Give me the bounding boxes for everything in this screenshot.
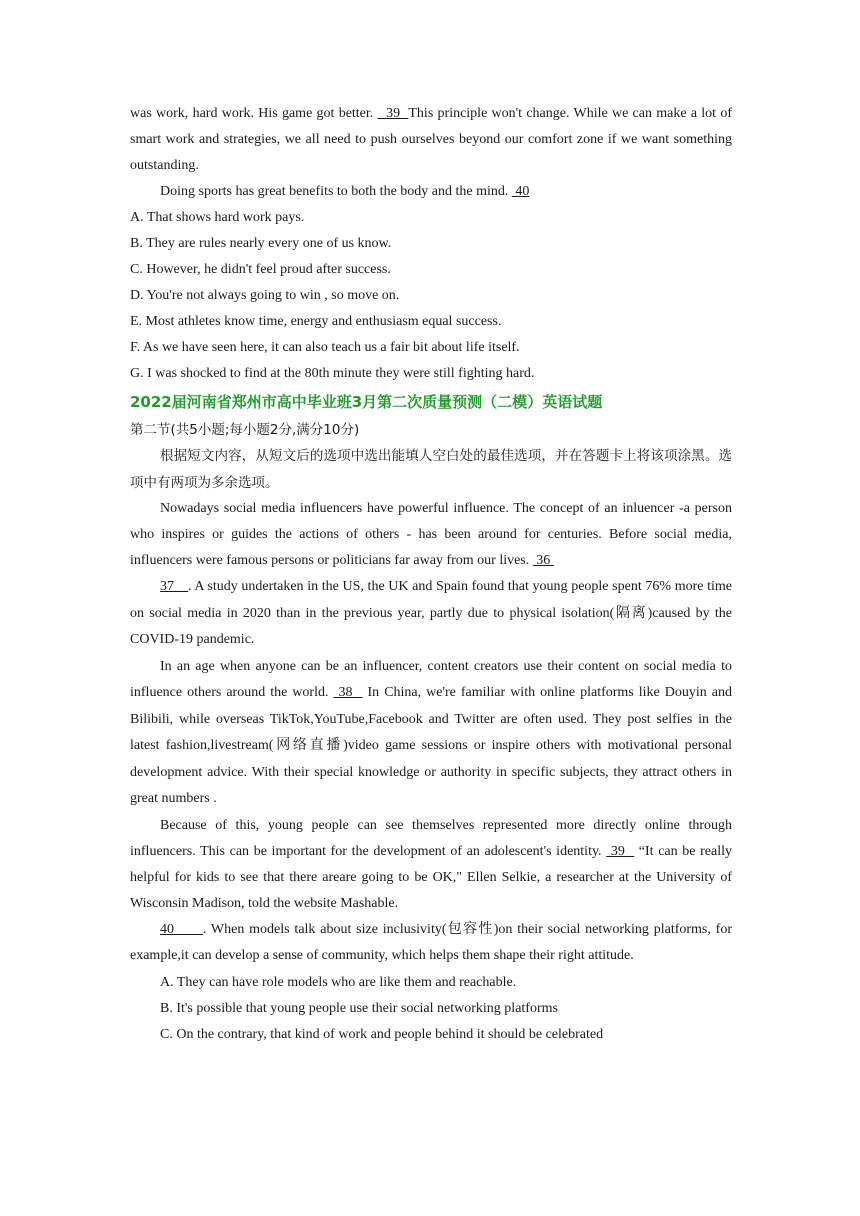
paragraph-text: was work, hard work. His game got better. bbox=[130, 106, 378, 121]
paragraph-text: Doing sports has great benefits to both the body and the mind. bbox=[160, 184, 512, 199]
paragraph-text: In China, we're familiar with online platforms like Douyin and Bilibili, while overseas TikTok,YouTube,Facebook and Twitter are often used. They post selfies in the latest fashion,livestream(网络直播)video game sessions or inspire others with motivational personal development advice. With their special knowledge or authority in specific subjects, they attract others in great numbers . bbox=[130, 685, 732, 806]
passage1-paragraph-39 bbox=[130, 101, 732, 179]
option-c: C. On the contrary, that kind of work and people behind it should be celebrated bbox=[160, 1026, 604, 1042]
option-f: F. As we have seen here, it can also teach us a fair bit about life itself. bbox=[130, 340, 520, 355]
blank-38: 38 bbox=[333, 685, 363, 700]
paragraph-36 bbox=[130, 496, 732, 574]
instruction: 根据短文内容，从短文后的选项中选出能填人空白处的最佳选项，并在答题卡上将该项涂黑。选项中有两项为多余选项。 bbox=[130, 448, 732, 491]
option-a: A. They can have role models who are like them and reachable. bbox=[160, 974, 517, 990]
option-b: B. It's possible that young people use their social networking platforms bbox=[160, 1000, 558, 1016]
blank-37: 37__ bbox=[160, 579, 188, 594]
blank-39: 39 bbox=[377, 106, 409, 121]
option-b: B. They are rules nearly every one of us know. bbox=[130, 236, 392, 251]
passage1-options bbox=[130, 205, 732, 387]
paragraph-text: “It can be really helpful for kids to see that there areare going to be OK," Ellen Selkie, a researcher at the University of Wisconsin Madison, told the website Mashable. bbox=[130, 843, 733, 911]
passage1-paragraph-40 bbox=[130, 179, 732, 205]
option-e: E. Most athletes know time, energy and enthusiasm equal success. bbox=[130, 314, 502, 329]
document-page bbox=[130, 101, 732, 1048]
paragraph-38 bbox=[130, 654, 732, 813]
paragraph-text: . When models talk about size inclusivity(包容性)on their social networking platforms, for example,it can develop a sense of community, which helps them shape their right attitude. bbox=[130, 921, 733, 963]
blank-40: 40 bbox=[160, 921, 203, 937]
blank-39: 39 bbox=[606, 843, 635, 859]
exam-title: 2022届河南省郑州市高中毕业班3月第二次质量预测（二模）英语试题 bbox=[130, 393, 603, 411]
option-d: D. You're not always going to win , so move on. bbox=[130, 288, 400, 303]
option-g: G. I was shocked to find at the 80th minute they were still fighting hard. bbox=[130, 366, 535, 381]
blank-36: 36 bbox=[532, 553, 554, 568]
option-c: C. However, he didn't feel proud after success. bbox=[130, 262, 391, 277]
paragraph-text: . A study undertaken in the US, the UK and Spain found that young people spent 76% more time on social media in 2020 than in the previous year, partly due to physical isolation(隔离)caused by the COVID-19 pandemic. bbox=[130, 579, 732, 647]
paragraph-40 bbox=[130, 917, 732, 970]
paragraph-39 bbox=[130, 813, 732, 917]
paragraph-text: Because of this, young people can see themselves represented more directly online through influencers. This can be important for the development of an adolescent's identity. bbox=[130, 817, 732, 859]
paragraph-text: This principle won't change. While we can make a lot of smart work and strategies, we all need to push ourselves beyond our comfort zone if we want something outstanding. bbox=[130, 106, 733, 173]
exam-options bbox=[130, 970, 732, 1048]
paragraph-37 bbox=[130, 574, 732, 654]
option-a: A. That shows hard work pays. bbox=[130, 210, 305, 225]
section-heading: 第二节(共5小题;每小题2分,满分10分) bbox=[130, 422, 360, 438]
paragraph-text: Nowadays social media influencers have powerful influence. The concept of an inluencer -a person who inspires or guides the actions of others - has been around for centuries. Before social media, influencers were famous persons or politicians far away from our lives. bbox=[130, 501, 732, 568]
paragraph-text: In an age when anyone can be an influencer, content creators use their content on social media to influence others around the world. bbox=[130, 658, 732, 700]
blank-40: 40 bbox=[511, 184, 530, 199]
